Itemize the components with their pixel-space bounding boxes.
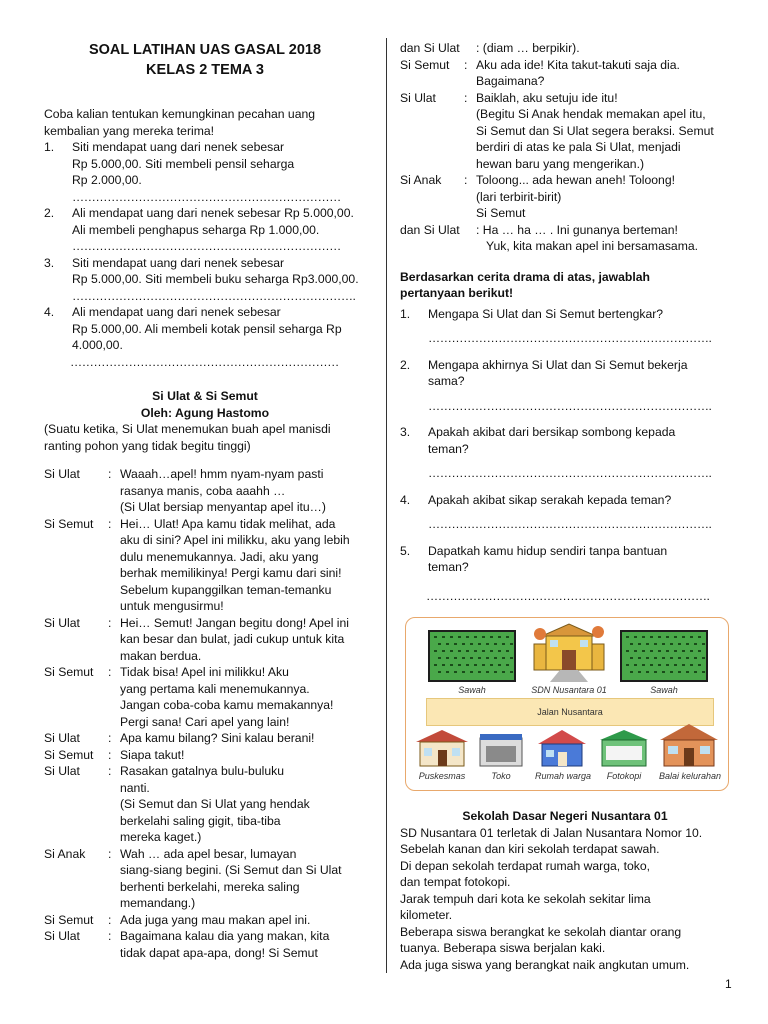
- dialog-line: Ada juga yang mau makan apel ini.: [120, 912, 311, 927]
- dialog-line: Bagaimana kalau dia yang makan, kita: [120, 929, 330, 943]
- dialog-line: hewan baru yang mengerikan.): [476, 156, 645, 171]
- sawah-field-right: [620, 630, 708, 682]
- speaker-name: Si Semut: [44, 516, 94, 531]
- dialog-line: Pergi sana! Cari apel yang lain!: [120, 714, 290, 729]
- road-jalan-nusantara: Jalan Nusantara: [426, 698, 714, 726]
- intro-line: kembalian yang mereka terima!: [44, 123, 215, 138]
- dialog-line: (Begitu Si Anak hendak memakan apel itu,: [476, 107, 706, 121]
- story-question-1: 1. Mengapa Si Ulat dan Si Semut bertengkar?: [400, 306, 664, 321]
- dialog-line: Hei… Ulat! Apa kamu tidak melihat, ada: [120, 516, 336, 531]
- dialog-line: Hei… Semut! Jangan begitu dong! Apel ini: [120, 615, 350, 630]
- story-question-4: 4. Apakah akibat sikap serakah kepada teman?: [400, 492, 672, 507]
- dialog-row: Si Anak : Toloong... ada hewan aneh! Toloong! (lari terbirit-birit) Si Semut: [400, 172, 732, 222]
- school-text-line: Ada juga siswa yang berangkat naik angkutan umum.: [400, 957, 690, 972]
- dialog-left: [44, 466, 366, 961]
- instruction: pertanyaan berikut!: [400, 286, 514, 300]
- dialog-line: Siapa takut!: [120, 747, 185, 762]
- map-label-building: Rumah warga: [534, 771, 592, 781]
- speaker-name: Si Ulat: [44, 764, 80, 778]
- dialog-line: Sebelum kupanggilkan teman-temanku: [120, 582, 332, 597]
- dialog-line: : Ha … ha … . Ini gunanya berteman!: [476, 222, 678, 237]
- dialog-line: Apa kamu bilang? Sini kalau berani!: [120, 731, 315, 745]
- dialog-line: Yuk, kita makan apel ini bersamasama.: [486, 239, 699, 253]
- speaker-name: dan Si Ulat: [400, 41, 460, 55]
- map-label-building: Balai kelurahan: [658, 771, 722, 781]
- dialog-line: Wah … ada apel besar, lumayan: [120, 846, 297, 861]
- map-label-building: Fotokopi: [606, 771, 642, 781]
- school-text-line: dan tempat fotokopi.: [400, 875, 511, 889]
- school-text-line: SD Nusantara 01 terletak di Jalan Nusantara Nomor 10.: [400, 825, 703, 840]
- story-title: Si Ulat & Si Semut: [152, 389, 258, 403]
- column-divider: [386, 38, 387, 973]
- dialog-line: berdiri di atas ke pala Si Ulat, menjadi: [476, 140, 681, 154]
- answer-line: ……………………………………………………………….: [428, 466, 712, 480]
- dialog-line: Rasakan gatalnya bulu-buluku: [120, 764, 284, 778]
- dialog-line: dulu menemukannya. Jadi, aku yang: [120, 549, 319, 564]
- speaker-name: Si Semut: [44, 912, 94, 927]
- answer-line: ……………………………………………………………….: [72, 288, 356, 303]
- money-question-3: 3. Siti mendapat uang dari nenek sebesar Rp 5.000,00. Siti membeli buku seharga Rp3.000,00. ……………………………………………………………….: [44, 255, 366, 305]
- school-text-line: Sebelah kanan dan kiri sekolah terdapat sawah.: [400, 842, 660, 856]
- dialog-row: Si Semut : Ada juga yang mau makan apel ini.: [44, 912, 366, 929]
- map-label-sawah-left: Sawah: [458, 685, 486, 695]
- dialog-right: [400, 40, 732, 255]
- doc-title-line1: SOAL LATIHAN UAS GASAL 2018: [88, 42, 322, 58]
- dialog-row: Si Ulat : Waaah…apel! hmm nyam-nyam pasti rasanya manis, coba aaahh … (Si Ulat bersiap menyantap apel itu…): [44, 466, 366, 516]
- dialog-line: siang-siang begini. (Si Semut dan Si Ulat: [120, 863, 342, 877]
- dialog-line: (Si Semut dan Si Ulat yang hendak: [120, 797, 310, 811]
- speaker-name: Si Anak: [44, 846, 86, 861]
- school-text-line: Beberapa siswa berangkat ke sekolah diantar orang: [400, 924, 682, 939]
- dialog-line: Jangan coba-coba kamu memakannya!: [120, 698, 334, 712]
- intro-line: Coba kalian tentukan kemungkinan pecahan uang: [44, 107, 316, 121]
- dialog-row: Si Ulat : Bagaimana kalau dia yang makan, kita tidak dapat apa-apa, dong! Si Semut: [44, 928, 366, 961]
- school-text-line: tuanya. Beberapa siswa berjalan kaki.: [400, 941, 606, 955]
- doc-title-line2: KELAS 2 TEMA 3: [146, 62, 264, 78]
- answer-line: ……………………………………………………………: [70, 354, 339, 369]
- speaker-name: Si Ulat: [44, 929, 80, 943]
- dialog-line: Waaah…apel! hmm nyam-nyam pasti: [120, 467, 324, 481]
- money-question-2: 2. Ali mendapat uang dari nenek sebesar Rp 5.000,00. Ali membeli penghapus seharga Rp 1.000,00. ……………………………………………………………: [44, 205, 366, 255]
- answer-line: ……………………………………………………………: [72, 239, 341, 253]
- right-column: [400, 40, 732, 604]
- dialog-line: Aku ada ide! Kita takut-takuti saja dia.: [476, 57, 680, 72]
- dialog-row: Si Semut : Hei… Ulat! Apa kamu tidak melihat, ada aku di sini? Apel ini milikku, aku yang lebih dulu menemukannya. Jadi, aku yang berhak memilikinya! Pergi kamu dari sini! Sebelum kupanggilkan teman-temanku untuk mengusirmu!: [44, 516, 366, 615]
- money-question-4: 4. Ali mendapat uang dari nenek sebesar Rp 5.000,00. Ali membeli kotak pensil seharga Rp 4.000,00.: [44, 305, 342, 352]
- speaker-name: Si Semut: [400, 57, 450, 72]
- school-title: Sekolah Dasar Negeri Nusantara 01: [462, 809, 668, 823]
- dialog-row: Si Semut : Tidak bisa! Apel ini milikku! Aku yang pertama kali menemukannya. Jangan coba-coba kamu memakannya! Pergi sana! Cari apel yang lain!: [44, 664, 366, 730]
- sawah-field-left: [428, 630, 516, 682]
- dialog-row: Si Semut : Aku ada ide! Kita takut-takuti saja dia. Bagaimana?: [400, 57, 732, 90]
- rumah-warga-building-icon: [536, 728, 588, 768]
- dialog-line: rasanya manis, coba aaahh …: [120, 483, 286, 498]
- speaker-name: Si Ulat: [44, 615, 80, 630]
- school-building-icon: [532, 622, 606, 682]
- dialog-line: makan berdua.: [120, 648, 202, 663]
- speaker-name: Si Ulat: [400, 90, 436, 105]
- dialog-row: Si Anak : Wah … ada apel besar, lumayan siang-siang begini. (Si Semut dan Si Ulat berhenti berkelahi, mereka saling memandang.): [44, 846, 366, 912]
- dialog-line: berhenti berkelahi, mereka saling: [120, 879, 300, 894]
- speaker-name: Si Ulat: [44, 731, 80, 745]
- dialog-line: nanti.: [120, 780, 150, 795]
- story-question-3: 3. Apakah akibat dari bersikap sombong kepada teman?: [400, 425, 676, 456]
- story-question-5: 5. Dapatkah kamu hidup sendiri tanpa bantuan teman?: [400, 543, 668, 574]
- map-label-building: Puskesmas: [418, 771, 466, 781]
- answer-line: ……………………………………………………………: [72, 189, 341, 204]
- dialog-line: Tidak bisa! Apel ini milikku! Aku: [120, 665, 289, 679]
- dialog-line: Baiklah, aku setuju ide itu!: [476, 90, 618, 105]
- dialog-line: memandang.): [120, 896, 196, 910]
- dialog-line: : (diam … berpikir).: [476, 41, 580, 55]
- money-question-1: 1. Siti mendapat uang dari nenek sebesar Rp 5.000,00. Siti membeli pensil seharga Rp 2.000,00. ……………………………………………………………: [44, 139, 366, 205]
- dialog-line: kan besar dan bulat, jadi cukup untuk kita: [120, 632, 345, 646]
- speaker-name: Si Ulat: [44, 467, 80, 481]
- story-note: ranting pohon yang tidak begitu tinggi): [44, 438, 251, 453]
- school-map: [405, 617, 729, 791]
- map-label-sawah-right: Sawah: [650, 685, 678, 695]
- dialog-line: Si Semut dan Si Ulat segera beraksi. Semut: [476, 123, 714, 138]
- dialog-line: Toloong... ada hewan aneh! Toloong!: [476, 173, 675, 187]
- school-description: [400, 808, 730, 973]
- left-column: [44, 40, 366, 961]
- dialog-row: Si Ulat : Apa kamu bilang? Sini kalau berani!: [44, 730, 366, 747]
- dialog-line: Bagaimana?: [476, 74, 545, 88]
- story-question-2: 2. Mengapa akhirnya Si Ulat dan Si Semut bekerja sama?: [400, 357, 688, 388]
- story-author: Oleh: Agung Hastomo: [140, 405, 270, 420]
- answer-line: ……………………………………………………………….: [428, 398, 712, 413]
- dialog-line: (lari terbirit-birit): [476, 189, 562, 204]
- dialog-line: yang pertama kali menemukannya.: [120, 681, 310, 696]
- dialog-line: aku di sini? Apel ini milikku, aku yang lebih: [120, 533, 350, 547]
- dialog-line: berkelahi saling gigit, tiba-tiba: [120, 813, 281, 828]
- dialog-line: (Si Ulat bersiap menyantap apel itu…): [120, 500, 326, 514]
- map-label-school: SDN Nusantara 01: [531, 685, 607, 695]
- map-label-building: Toko: [491, 771, 511, 781]
- school-text-line: Jarak tempuh dari kota ke sekolah sekitar lima: [400, 891, 651, 906]
- page-number: 1: [725, 977, 732, 991]
- school-text-line: Di depan sekolah terdapat rumah warga, toko,: [400, 858, 650, 873]
- balai-kelurahan-building-icon: [658, 722, 720, 768]
- dialog-row: Si Semut : Siapa takut!: [44, 747, 366, 764]
- dialog-row: Si Ulat : Hei… Semut! Jangan begitu dong! Apel ini kan besar dan bulat, jadi cukup untuk kita makan berdua.: [44, 615, 366, 665]
- answer-line: ……………………………………………………………….: [426, 588, 710, 603]
- speaker-name: Si Semut: [44, 665, 94, 679]
- dialog-row: [400, 40, 732, 57]
- dialog-line: tidak dapat apa-apa, dong! Si Semut: [120, 945, 318, 960]
- speaker-name: dan Si Ulat: [400, 222, 460, 237]
- dialog-row: Si Ulat : Baiklah, aku setuju ide itu! (Begitu Si Anak hendak memakan apel itu, Si Semut dan Si Ulat segera beraksi. Semut berdiri di atas ke pala Si Ulat, menjadi hewan baru yang mengerikan.): [400, 90, 732, 173]
- speaker-name: Si Anak: [400, 173, 442, 187]
- toko-building-icon: [478, 732, 524, 768]
- dialog-row: Si Ulat : Rasakan gatalnya bulu-buluku nanti. (Si Semut dan Si Ulat yang hendak berkelahi saling gigit, tiba-tiba mereka kaget.): [44, 763, 366, 846]
- instruction: Berdasarkan cerita drama di atas, jawablah: [400, 269, 650, 284]
- story-questions: [400, 306, 732, 588]
- speaker-name: Si Semut: [44, 747, 94, 762]
- school-text-line: kilometer.: [400, 908, 453, 922]
- dialog-row: [400, 222, 732, 255]
- dialog-line: untuk mengusirmu!: [120, 599, 224, 613]
- puskesmas-building-icon: [414, 728, 470, 768]
- answer-line: ……………………………………………………………….: [428, 331, 712, 345]
- dialog-line: mereka kaget.): [120, 830, 202, 844]
- dialog-line: Si Semut: [476, 206, 526, 220]
- dialog-line: berhak memilikinya! Pergi kamu dari sini!: [120, 566, 342, 580]
- fotokopi-building-icon: [598, 728, 650, 768]
- answer-line: ……………………………………………………………….: [428, 517, 712, 531]
- story-note: (Suatu ketika, Si Ulat menemukan buah apel manisdi: [44, 422, 331, 436]
